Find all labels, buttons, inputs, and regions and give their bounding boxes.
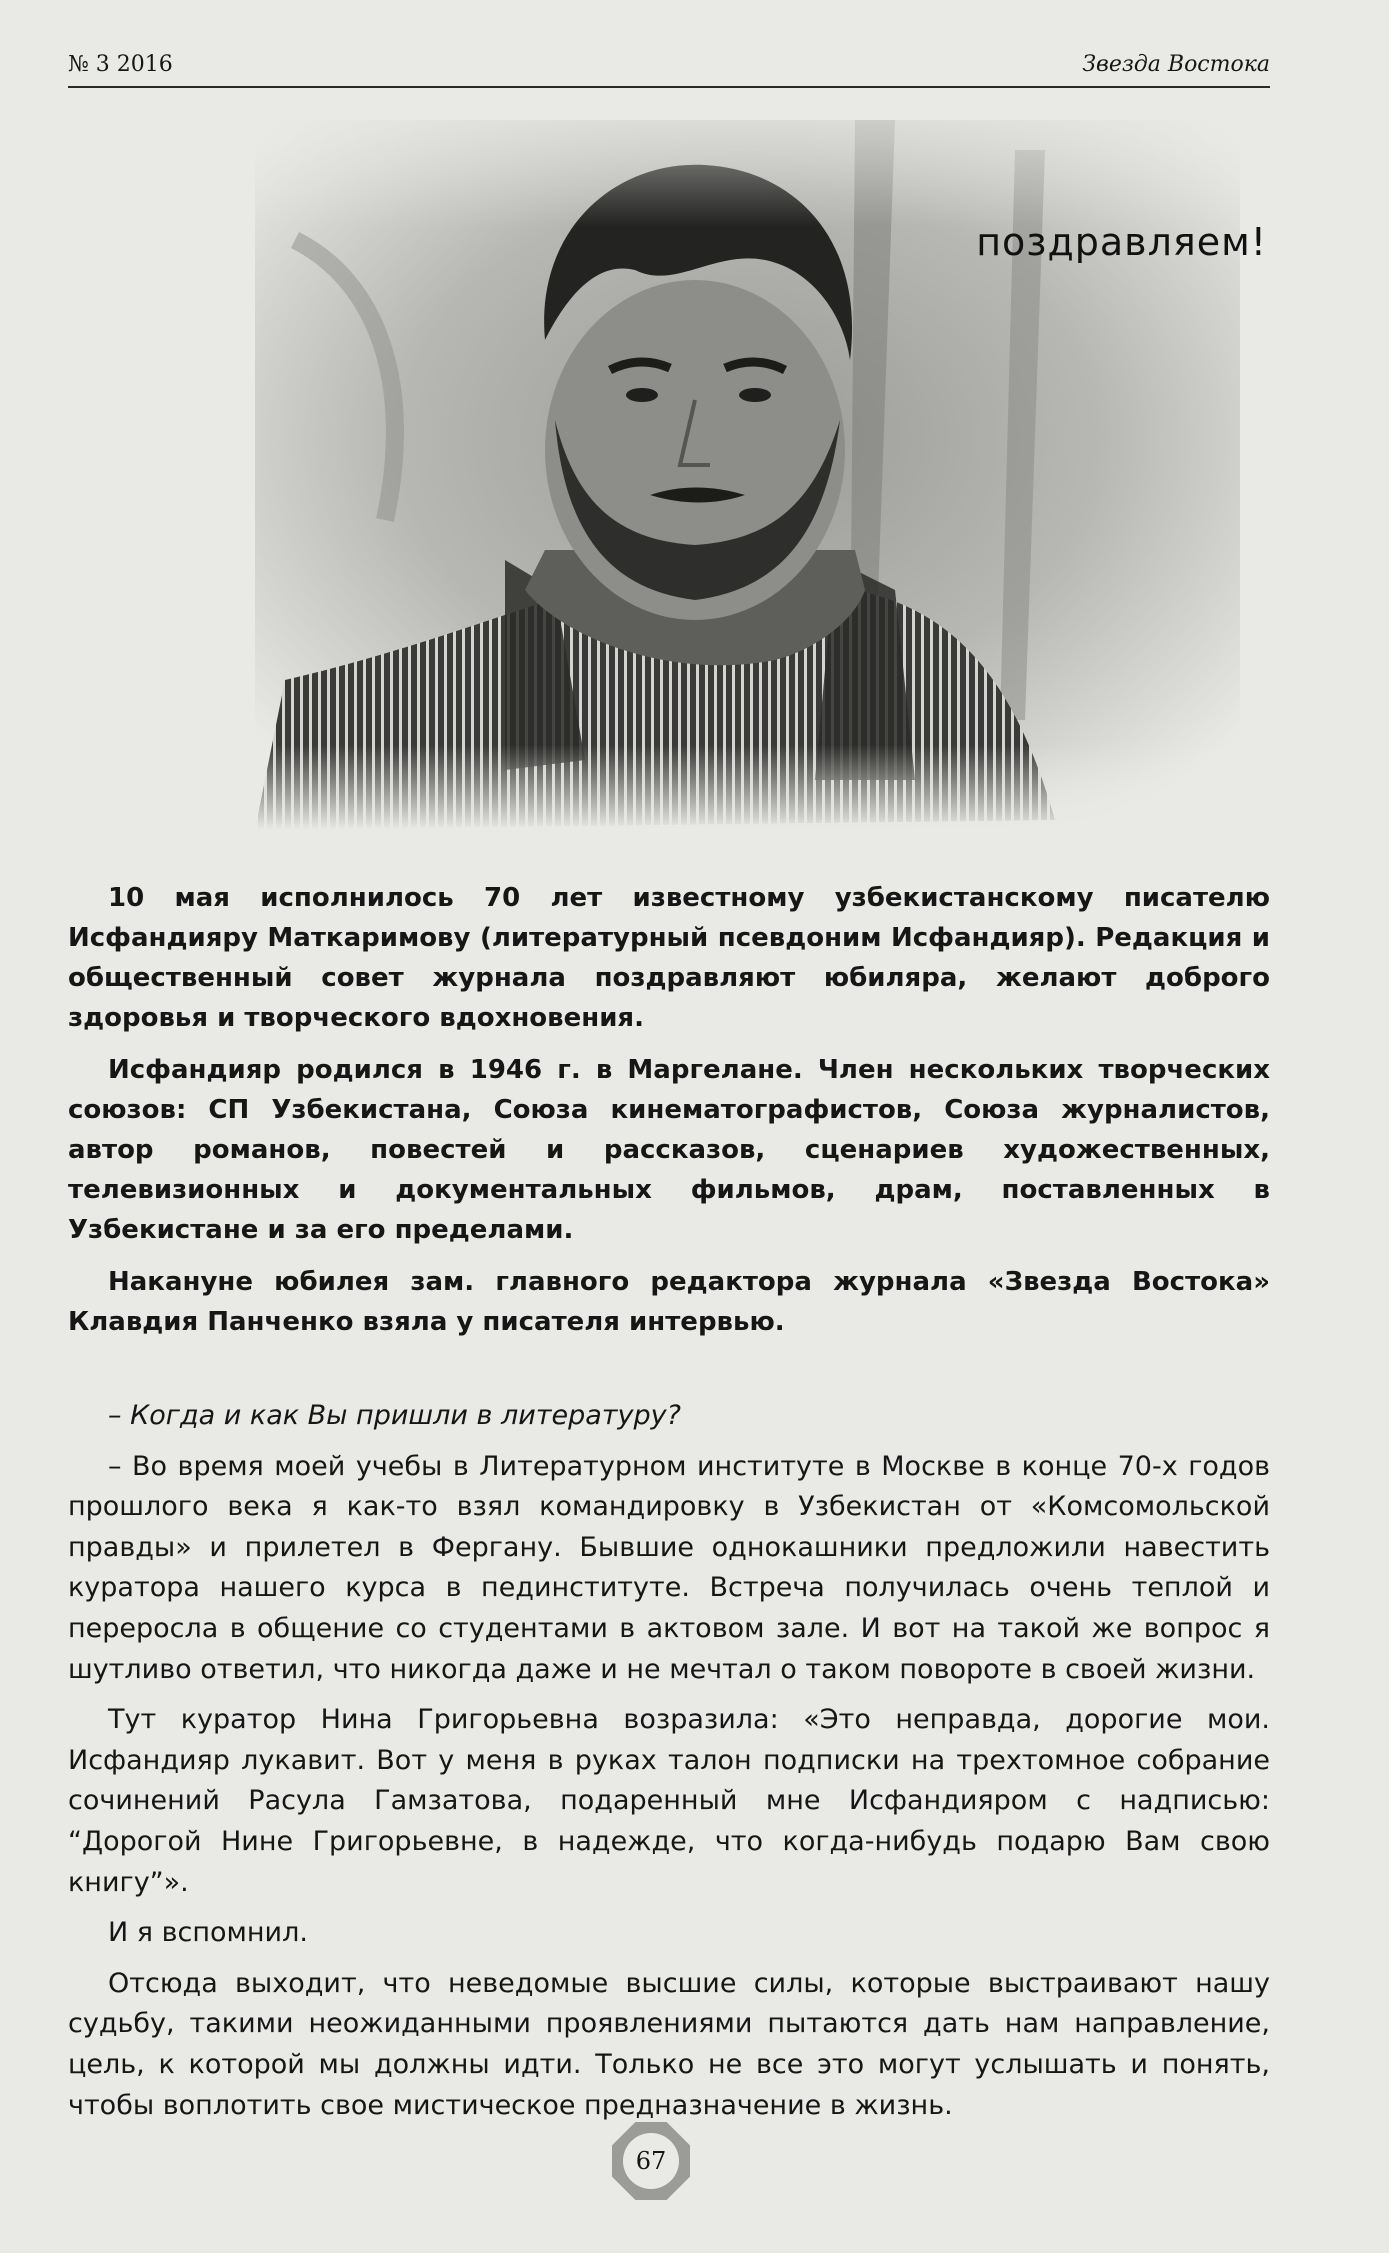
article-body [68, 878, 1270, 2126]
interview-section [68, 1396, 1270, 2126]
congratulations-heading: поздравляем! [976, 220, 1267, 264]
journal-title: Звезда Востока [1082, 52, 1270, 77]
page-number-badge [612, 2122, 690, 2200]
interview-paragraph: Отсюда выходит, что неведомые высшие силы, которые выстраивают нашу судьбу, такими неожиданными проявлениями пытаются дать нам направление, цель, к которой мы должны идти. Только не все это могут услышать и понять, чтобы воплотить свое мистическое предназначение в жизнь. [68, 1967, 1270, 2121]
issue-number: № 3 2016 [68, 52, 173, 77]
interview-paragraph: Тут куратор Нина Григорьевна возразила: «Это неправда, дорогие мои. Исфандияр лукавит. Вот у меня в руках талон подписки на трехтомное собрание сочинений Расула Гамзатова, подаренный мне Исфандияром с надписью: “Дорогой Нине Григорьевне, в надежде, что когда-нибудь подарю Вам свою книгу”». [68, 1704, 1270, 1898]
lead-section [68, 878, 1270, 1342]
lead-paragraph: 10 мая исполнилось 70 лет известному узбекистанскому писателю Исфандияру Маткаримову (литературный псевдоним Исфандияр). Редакция и общественный совет журнала поздравляют юбиляра, желают доброго здоровья и творческого вдохновения. [68, 883, 1270, 1033]
interview-paragraph: И я вспомнил. [108, 1917, 308, 1949]
page-number: 67 [635, 2147, 667, 2175]
interview-paragraph: – Во время моей учебы в Литературном институте в Москве в конце 70-х годов прошлого века я как-то взял командировку в Узбекистан от «Комсомольской правды» и прилетел в Фергану. Бывшие однокашники предложили навестить куратора нашего курса в пединституте. Встреча получилась очень теплой и переросла в общение со студентами в актовом зале. И вот на такой же вопрос я шутливо ответил, что никогда даже и не мечтал о таком повороте в своей жизни. [68, 1450, 1270, 1685]
page-header [68, 52, 1270, 88]
lead-paragraph: Накануне юбилея зам. главного редактора журнала «Звезда Востока» Клавдия Панченко взяла у писателя интервью. [68, 1267, 1270, 1337]
lead-paragraph: Исфандияр родился в 1946 г. в Маргелане. Член нескольких творческих союзов: СП Узбекистана, Союза кинематографистов, Союза журналистов, автор романов, повестей и рассказов, сценариев художественных, телевизионных и документальных фильмов, драм, поставленных в Узбекистане и за его пределами. [68, 1055, 1270, 1245]
interview-question: – Когда и как Вы пришли в литературу? [108, 1400, 681, 1431]
